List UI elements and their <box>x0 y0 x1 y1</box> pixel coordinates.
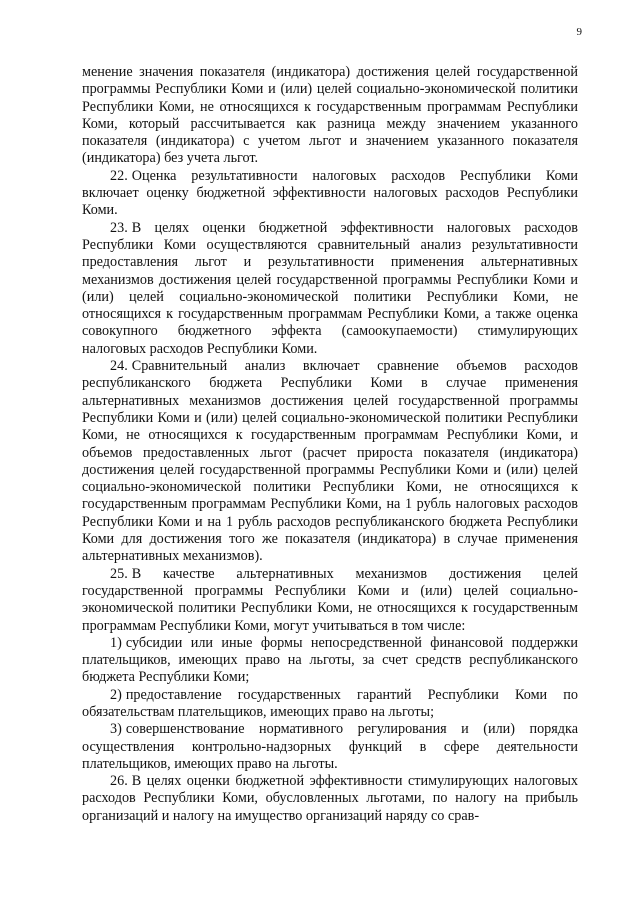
paragraph-text: Оценка результативности налоговых расходов Республики Коми включает оценку бюджетной эффективности налоговых расходов Республики Коми. <box>82 167 578 219</box>
paragraph-text: менение значения показателя (индикатора) достижения целей государственной программы Республики Коми и (или) целей социально-экономической политики Республики Коми, не относящихся к государственным программам Республики Коми, который рассчитывается как разница между значением указанного показателя (индикатора) с учетом льгот и значением указанного показателя (индикатора) без учета льгот. <box>82 64 578 167</box>
list-item-2 <box>82 687 578 722</box>
paragraph-22 <box>82 168 578 220</box>
paragraph-text: В целях оценки бюджетной эффективности налоговых расходов Республики Коми осуществляются сравнительный анализ результативности предоставления льгот и результативности применения альтернативных механизмов достижения целей государственной программы Республики Коми и (или) целей социально-экономической политики Республики Коми, не относящихся к государственным программам Республики Коми, а также оценка совокупного бюджетного эффекта (самоокупаемости) стимулирующих налоговых расходов Республики Коми. <box>82 219 578 357</box>
paragraph-number: 25. <box>110 565 128 582</box>
paragraph-number: 26. <box>110 773 128 790</box>
paragraph-text: Сравнительный анализ включает сравнение объемов расходов республиканского бюджета Республики Коми в случае применения альтернативных механизмов достижения целей государственной программы Республики Коми и (или) целей социально-экономической политики Республики Коми, не относящихся к государственным программам Республики Коми, и объемов предоставленных льгот (расчет прироста показателя (индикатора) достижения целей государственной программы Республики Коми и (или) целей социально-экономической политики Республики Коми, не относящихся к государственным программам Республики Коми, на 1 рубль налоговых расходов Республики Коми и на 1 рубль расходов республиканского бюджета Республики Коми для достижения того же показателя (индикатора) в случае применения альтернативных механизмов). <box>82 358 578 565</box>
paragraph-24 <box>82 358 578 566</box>
list-item-text: предоставление государственных гарантий Республики Коми по обязательствам плательщиков, имеющих право на льготы; <box>82 686 578 720</box>
paragraph-26 <box>82 773 578 825</box>
page-number: 9 <box>576 26 582 38</box>
list-item-number: 3) <box>110 721 122 738</box>
document-body <box>82 64 578 825</box>
list-item-number: 2) <box>110 686 122 703</box>
paragraph-number: 24. <box>110 358 128 375</box>
list-item-text: совершенствование нормативного регулирования и (или) порядка осуществления контрольно-надзорных функций в сфере деятельности плательщиков, имеющих право на льготы. <box>82 721 578 772</box>
paragraph-continuation <box>82 64 578 168</box>
list-item-text: субсидии или иные формы непосредственной финансовой поддержки плательщиков, имеющих право на льготы, за счет средств республиканского бюджета Республики Коми; <box>82 634 578 686</box>
paragraph-number: 23. <box>110 219 128 236</box>
list-item-3 <box>82 721 578 773</box>
paragraph-text: В качестве альтернативных механизмов достижения целей государственной программы Республики Коми и (или) целей социально-экономической политики Республики Коми, не относящихся к государственным программам Республики Коми, могут учитываться в том числе: <box>82 565 578 634</box>
paragraph-23 <box>82 220 578 358</box>
paragraph-text: В целях оценки бюджетной эффективности стимулирующих налоговых расходов Республики Коми, обусловленных льготами, по налогу на прибыль организаций и налогу на имущество организаций наряду со срав- <box>82 773 578 824</box>
list-item-1 <box>82 635 578 687</box>
list-item-number: 1) <box>110 634 122 651</box>
paragraph-number: 22. <box>110 167 128 184</box>
paragraph-25 <box>82 566 578 635</box>
